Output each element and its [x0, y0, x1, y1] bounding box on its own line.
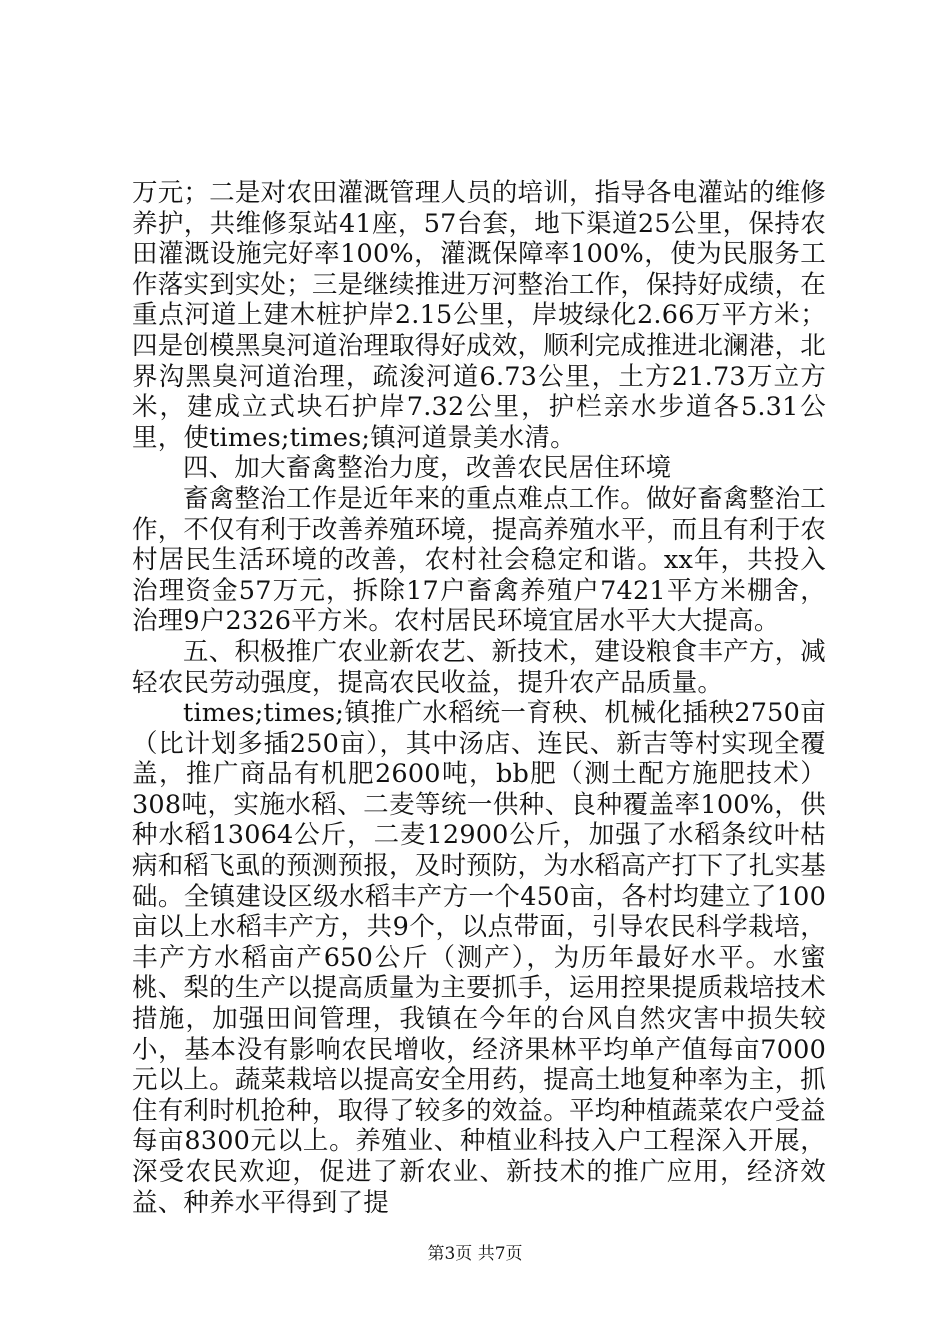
document-body [132, 178, 826, 1218]
section-heading-5: 五、积极推广农业新农艺、新技术，建设粮食丰产方，减轻农民劳动强度，提高农民收益，提升农产品质量。 [132, 636, 826, 698]
section-heading-4: 四、加大畜禽整治力度，改善农民居住环境 [183, 453, 672, 484]
paragraph-continuation: 万元；二是对农田灌溉管理人员的培训，指导各电灌站的维修养护，共维修泵站41座，57台套，地下渠道25公里，保持农田灌溉设施完好率100%，灌溉保障率100%，使为民服务工作落实到实处；三是继续推进万河整治工作，保持好成绩，在重点河道上建木桩护岸2.15公里，岸坡绿化2.66万平方米；四是创模黑臭河道治理取得好成效，顺利完成推进北澜港，北界沟黑臭河道治理，疏浚河道6.73公里，土方21.73万立方米，建成立式块石护岸7.32公里，护栏亲水步道各5.31公里，使times;times;镇河道景美水清。 [132, 178, 826, 453]
page-footer [0, 1244, 950, 1264]
paragraph-agriculture: times;times;镇推广水稻统一育秧、机械化插秧2750亩（比计划多插250亩），其中汤店、连民、新吉等村实现全覆盖，推广商品有机肥2600吨，bb肥（测土配方施肥技术）308吨，实施水稻、二麦等统一供种、良种覆盖率100%，供种水稻13064公斤，二麦12900公斤，加强了水稻条纹叶枯病和稻飞虱的预测预报，及时预防，为水稻高产打下了扎实基础。全镇建设区级水稻丰产方一个450亩，各村均建立了100亩以上水稻丰产方，共9个，以点带面，引导农民科学栽培，丰产方水稻亩产650公斤（测产），为历年最好水平。水蜜桃、梨的生产以提高质量为主要抓手，运用控果提质栽培技术措施，加强田间管理，我镇在今年的台风自然灾害中损失较小，基本没有影响农民增收，经济果林平均单产值每亩7000元以上。蔬菜栽培以提高安全用药，提高土地复种率为主，抓住有利时机抢种，取得了较多的效益。平均种植蔬菜农户受益每亩8300元以上。养殖业、种植业科技入户工程深入开展，深受农民欢迎，促进了新农业、新技术的推广应用，经济效益、种养水平得到了提 [132, 698, 826, 1218]
page-number-label: 第3页 共7页 [427, 1244, 523, 1264]
paragraph-livestock: 畜禽整治工作是近年来的重点难点工作。做好畜禽整治工作，不仅有利于改善养殖环境，提高养殖水平，而且有利于农村居民生活环境的改善，农村社会稳定和谐。xx年，共投入治理资金57万元，拆除17户畜禽养殖户7421平方米棚舍，治理9户2326平方米。农村居民环境宜居水平大大提高。 [132, 483, 826, 637]
